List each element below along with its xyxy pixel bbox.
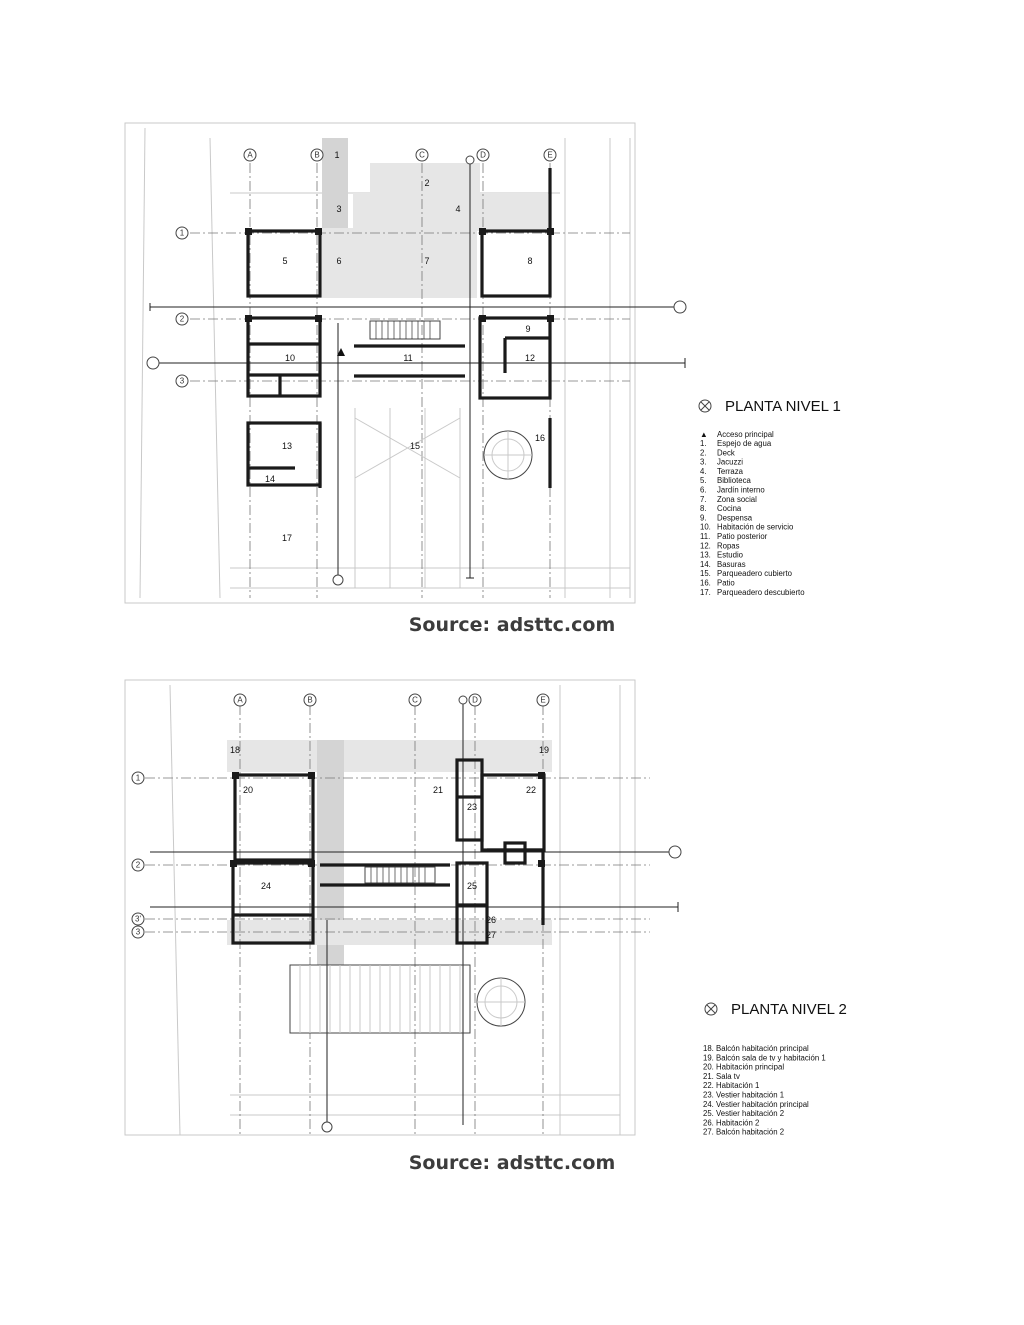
legend-1-item-label: Jacuzzi [717,457,743,467]
room-label-4: 4 [455,204,461,214]
room-label-7: 7 [424,256,430,266]
grid2-label-b: B [307,695,313,705]
room-label-11: 11 [403,353,413,363]
legend-2-item: 27. Balcón habitación 2 [703,1127,785,1137]
lower-balcony-strip [227,920,552,945]
legend-1-item-number: 17. [700,587,711,597]
grid-label-a: A [247,150,253,160]
grid2-label-d: D [472,695,478,705]
grid2-label-e: E [540,695,546,705]
room-label-8: 8 [527,256,533,266]
legend-1-item-number: 13. [700,550,711,560]
legend-level-2 [705,1001,847,1018]
legend-1-item-label: Zona social [717,494,757,504]
room-label-20: 20 [242,785,254,795]
source-caption-2: Source: adsttc.com [408,1152,616,1174]
grid-label-e: E [547,150,553,160]
legend-1-item-number: 11. [700,532,711,541]
legend-2-item: 26. Habitación 2 [703,1118,760,1128]
legend-1-item-label: Biblioteca [717,476,751,486]
floor-plan-level-1-drawing [120,118,900,608]
legend-1-item-label: Ropas [717,541,740,551]
grid-label-c: C [419,150,425,160]
source-caption-1: Source: adsttc.com [408,614,616,636]
room-label-26: 26 [485,915,497,925]
room-label-9: 9 [525,324,531,334]
legend-1-item-label: Estudio [717,550,744,560]
level-2-title: PLANTA NIVEL 2 [731,1001,847,1018]
legend-1-item-label: Jardín interno [717,485,765,495]
legend-1-item-label: Terraza [717,466,743,476]
room-label-3: 3 [336,204,342,214]
legend-1-item-number: 5. [700,476,707,486]
level-1-title: PLANTA NIVEL 1 [725,398,841,415]
social-area [322,228,477,298]
parking-lines [355,408,460,588]
grid2-label-2: 2 [135,860,141,870]
grid-label-2: 2 [179,314,185,324]
legend-1-item-number: 8. [700,504,707,514]
room-label-16: 16 [534,433,546,443]
legend-1-item-label: Despensa [717,513,753,523]
room-label-22: 22 [525,785,537,795]
legend-2-item: 18. Balcón habitación principal [703,1044,809,1053]
legend-2-item: 25. Vestier habitación 2 [703,1109,785,1119]
room-label-25: 25 [466,881,478,891]
patio-tree [484,431,532,479]
grid-label-3: 3 [179,376,185,386]
grid2-label-c: C [412,695,418,705]
grid-bubbles-letters [244,149,556,161]
room-label-5: 5 [282,256,288,266]
floor-plan-level-2-drawing [120,675,900,1145]
legend-1-item-number: 16. [700,578,711,588]
room-label-24: 24 [260,881,272,891]
legend-level-2-items [703,1044,826,1137]
legend-1-item-label: Cocina [717,504,742,514]
legend-1-item-number: 14. [700,559,711,569]
legend-2-item: 19. Balcón sala de tv y habitación 1 [703,1053,826,1063]
stairs-level-2 [365,867,435,883]
room-label-17: 17 [281,533,293,543]
room-label-27: 27 [485,930,497,940]
room-label-14: 14 [264,474,276,484]
legend-1-item-number: 9. [700,513,707,523]
room-label-10: 10 [284,353,296,363]
columns-2 [230,772,545,867]
legend-1-item-number: 4. [700,466,707,476]
legend-2-item: 22. Habitación 1 [703,1081,760,1091]
legend-1-item-number: 3. [700,457,707,467]
legend-1-item-label: Parqueadero descubierto [717,587,805,597]
balcony-strip [227,740,552,772]
legend-1-item-label: Basuras [717,559,746,569]
legend-2-item: 23. Vestier habitación 1 [703,1090,785,1100]
grid2-label-3p: 3' [135,914,141,924]
legend-2-item: 20. Habitación principal [703,1062,785,1072]
legend-1-item-number: 1. [700,439,707,448]
floor-plan-level-2 [120,675,900,1145]
room-label-19: 19 [538,745,550,755]
room-label-1: 1 [334,150,340,160]
legend-1-item-label: Patio [717,578,735,588]
legend-1-item-number: 10. [700,522,711,532]
grid-label-d: D [480,150,486,160]
room-label-6: 6 [336,256,342,266]
legend-2-item: 21. Sala tv [703,1071,740,1081]
legend-1-item-number: 15. [700,569,711,579]
room-label-15: 15 [409,441,421,451]
legend-1-item-number: 6. [700,485,707,495]
room-label-2: 2 [424,178,430,188]
room-label-13: 13 [281,441,293,451]
floor-plan-level-1 [120,118,900,608]
legend-1-item-label: Habitación de servicio [717,522,794,532]
legend-1-item-number: 7. [700,494,707,504]
legend-1-item-label: Patio posterior [717,532,768,541]
legend-1-item-number: 12. [700,541,711,551]
legend-1-item-label: Espejo de agua [717,439,772,448]
pergola-roof [290,965,525,1033]
grid-label-1: 1 [179,228,185,238]
legend-1-item-label: Parqueadero cubierto [717,569,792,579]
grid2-label-3: 3 [135,927,141,937]
deck-area [353,193,548,231]
legend-access-label: Acceso principal [717,430,774,439]
legend-level-1-items [700,439,805,597]
legend-1-item-number: 2. [700,448,707,458]
room-label-12: 12 [524,353,536,363]
legend-1-item-label: Deck [717,448,735,458]
legend-access-symbol: ▲ [700,430,708,439]
legend-2-item: 24. Vestier habitación principal [703,1099,809,1109]
stairs-level-1 [370,321,440,339]
legend-level-1 [699,398,841,439]
room-label-21: 21 [432,785,444,795]
grid2-label-1: 1 [135,773,141,783]
grid-label-b: B [314,150,320,160]
grid-bubbles-letters-2 [234,694,549,706]
room-label-23: 23 [466,802,478,812]
grid2-label-a: A [237,695,243,705]
room-label-18: 18 [229,745,241,755]
